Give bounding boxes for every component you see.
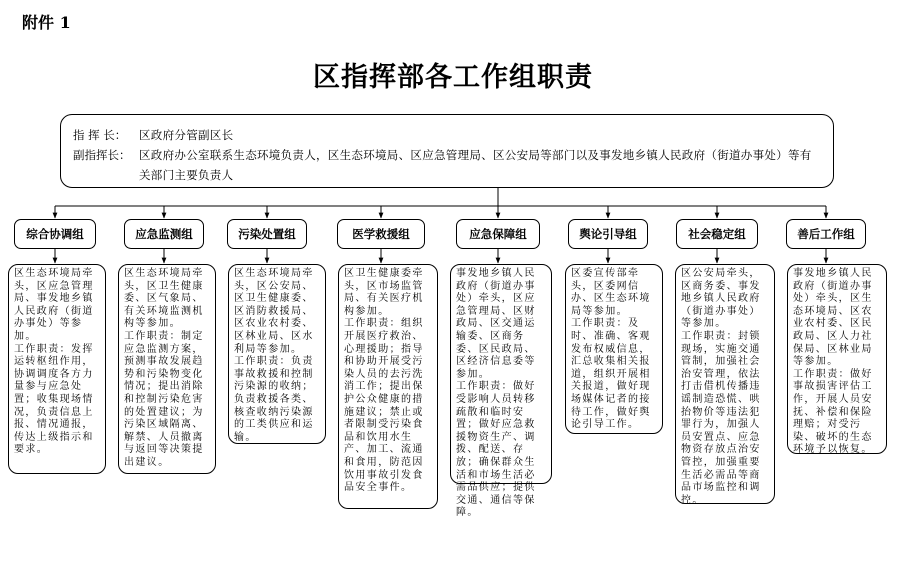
group-members: 事发地乡镇人民政府（街道办事处）牵头，区生态环境局、区农业农村委、区民政局、区人力社保局、区林业局等参加。 xyxy=(793,268,873,368)
group-title-comprehensive-coordination: 综合协调组 xyxy=(14,219,96,249)
group-members: 区公安局牵头，区商务委、事发地乡镇人民政府（街道办事处）等参加。 xyxy=(681,268,761,330)
group-duty: 工作职责：做好事故损害评估工作，开展人员安抚、补偿和保险理赔；对受污染、破坏的生态环境予以恢复。 xyxy=(793,368,873,456)
group-members: 区生态环境局牵头，区卫生健康委、区气象局、有关环境监测机构等参加。 xyxy=(124,268,204,330)
deputy-commander-value: 区政府办公室联系生态环境负责人，区生态环境局、区应急管理局、区公安局等部门以及事发地乡镇人民政府（街道办事处）等有关部门主要负责人 xyxy=(139,148,812,182)
duty-box-emergency-support xyxy=(450,264,552,519)
group-duty: 工作职责：负责事故救援和控制污染源的收纳；负责救援各类、核查收纳污染源的工类供应和运输。 xyxy=(234,356,314,443)
group-title-medical-rescue: 医学救援组 xyxy=(337,219,425,249)
group-title-social-stability: 社会稳定组 xyxy=(676,219,758,249)
group-title-public-opinion: 舆论引导组 xyxy=(568,219,648,249)
group-duty: 工作职责：制定应急监测方案，预测事故发展趋势和污染物变化情况；提出消除和控制污染危害的处置建议；为污染区域隔离、解禁、人员撤离与返回等决策提出建议。 xyxy=(124,330,204,468)
duty-box-aftermath xyxy=(787,264,887,454)
group-title-emergency-support: 应急保障组 xyxy=(456,219,540,249)
deputy-commander-label: 副指挥长： xyxy=(73,148,131,162)
group-duty: 工作职责：及时、准确、客观发布权威信息，汇总收集相关报道，组织开展相关报道，做好现场媒体记者的接待工作，做好舆论引导工作。 xyxy=(571,318,651,431)
group-duty: 工作职责：组织开展医疗救治、心理援助；指导和协助开展受污染人员的去污洗消工作；提出保护公众健康的措施建议；禁止或者限制受污染食品和饮用水生产、加工、流通和食用，防范因饮用事故引发食品安全事件。 xyxy=(344,318,424,494)
group-title-aftermath: 善后工作组 xyxy=(786,219,866,249)
group-members: 区生态环境局牵头，区公安局、区卫生健康委、区消防救援局、区农业农村委、区林业局、区水利局等参加。 xyxy=(234,268,314,355)
group-members: 区委宣传部牵头，区委网信办、区生态环境局等参加。 xyxy=(571,268,651,317)
group-duty: 工作职责：封锁现场，实施交通管制，加强社会治安管理，依法打击借机传播违谣制造恐慌、哄抬物价等违法犯罪行为，加强人员安置点、应急物资存放点治安管控，加强重要生活必需品等商品市场监控和调控。 xyxy=(681,330,761,506)
group-members: 事发地乡镇人民政府（街道办事处）牵头，区应急管理局、区财政局、区交通运输委、区商务委、区民政局、区经济信息委等参加。 xyxy=(456,268,536,380)
duty-box-comprehensive-coordination xyxy=(8,264,106,474)
duty-box-social-stability xyxy=(675,264,775,504)
group-title-emergency-monitoring: 应急监测组 xyxy=(124,219,204,249)
commander-label: 指 挥 长： xyxy=(73,128,127,142)
duty-box-public-opinion xyxy=(565,264,663,434)
group-duty: 工作职责：发挥运转枢纽作用，协调调度各方力量参与应急处置；收集现场情况，负责信息上报、情况通报，传达上级指示和要求。 xyxy=(14,343,94,456)
duty-box-emergency-monitoring xyxy=(118,264,216,474)
group-title-pollution-disposal: 污染处置组 xyxy=(227,219,307,249)
commander-value: 区政府分管副区长 xyxy=(139,128,234,142)
group-members: 区卫生健康委牵头，区市场监管局、有关医疗机构参加。 xyxy=(344,268,424,317)
group-duty: 工作职责：做好受影响人员转移疏散和临时安置；做好应急救援物资生产、调拨、配送、存放；确保群众生活和市场生活必需品供应；提供交通、通信等保障。 xyxy=(456,381,536,519)
duty-box-medical-rescue xyxy=(338,264,438,509)
duty-box-pollution-disposal xyxy=(228,264,326,444)
page-title: 区指挥部各工作组职责 xyxy=(313,62,593,93)
attachment-label: 附件 1 xyxy=(22,13,71,32)
group-members: 区生态环境局牵头，区应急管理局、事发地乡镇人民政府（街道办事处）等参加。 xyxy=(14,268,94,342)
